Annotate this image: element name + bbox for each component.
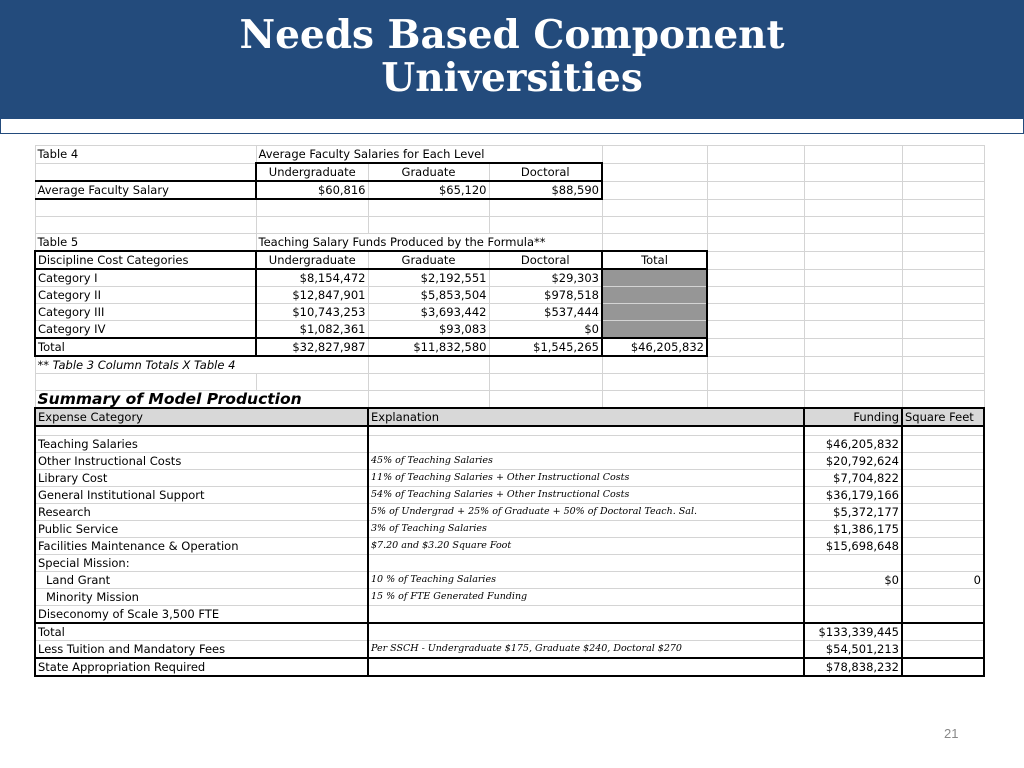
table5-header-row [35, 251, 984, 269]
summary-square-feet [902, 641, 984, 659]
table5-cell: $0 [489, 321, 602, 339]
table5-header: Graduate [368, 251, 489, 269]
summary-header: Explanation [368, 408, 804, 426]
summary-square-feet [902, 606, 984, 624]
blank-row [35, 374, 984, 391]
summary-funding: $1,386,175 [804, 521, 902, 538]
table5-total-cell [602, 304, 707, 321]
summary-category: Other Instructional Costs [35, 453, 368, 470]
summary-explanation [368, 606, 804, 624]
summary-funding: $46,205,832 [804, 436, 902, 453]
table5-row [35, 304, 984, 321]
summary-category: Special Mission: [35, 555, 368, 572]
table4-header: Doctoral [489, 163, 602, 181]
table4-header: Graduate [368, 163, 489, 181]
summary-funding: $78,838,232 [804, 658, 902, 676]
table5-cell: $8,154,472 [256, 269, 368, 287]
page-number: 21 [944, 726, 959, 741]
table5-header: Doctoral [489, 251, 602, 269]
summary-header: Funding [804, 408, 902, 426]
summary-category: Library Cost [35, 470, 368, 487]
table5-cell: $978,518 [489, 287, 602, 304]
table5-grand-total: $46,205,832 [602, 338, 707, 356]
table5-cell: $11,832,580 [368, 338, 489, 356]
summary-row [35, 658, 984, 676]
table5-category: Category I [35, 269, 256, 287]
table5-cell: $537,444 [489, 304, 602, 321]
table5-cell: $93,083 [368, 321, 489, 339]
summary-row [35, 623, 984, 641]
table4-cell: $60,816 [256, 181, 368, 199]
slide-title-line-2: Universities [381, 55, 643, 101]
summary-explanation: 10 % of Teaching Salaries [368, 572, 804, 589]
summary-square-feet: 0 [902, 572, 984, 589]
summary-row [35, 538, 984, 555]
table5-label: Table 5 [35, 234, 256, 252]
table5-row [35, 287, 984, 304]
table5-row [35, 321, 984, 339]
table5-row [35, 269, 984, 287]
summary-explanation: 54% of Teaching Salaries + Other Instructional Costs [368, 487, 804, 504]
summary-funding: $5,372,177 [804, 504, 902, 521]
summary-title-row [35, 391, 984, 409]
table5-cell: $1,082,361 [256, 321, 368, 339]
summary-funding: $7,704,822 [804, 470, 902, 487]
summary-square-feet [902, 623, 984, 641]
summary-category: Less Tuition and Mandatory Fees [35, 641, 368, 659]
summary-explanation: $7.20 and $3.20 Square Foot [368, 538, 804, 555]
summary-category: General Institutional Support [35, 487, 368, 504]
summary-explanation: 11% of Teaching Salaries + Other Instructional Costs [368, 470, 804, 487]
summary-row [35, 436, 984, 453]
spreadsheet [34, 145, 985, 677]
summary-funding [804, 589, 902, 606]
table5-cell: $5,853,504 [368, 287, 489, 304]
table5-note-row [35, 356, 984, 374]
table4-label: Table 4 [35, 146, 256, 164]
summary-category: Teaching Salaries [35, 436, 368, 453]
summary-row [35, 487, 984, 504]
summary-explanation: Per SSCH - Undergraduate $175, Graduate $240, Doctoral $270 [368, 641, 804, 659]
table4-data-row [35, 181, 984, 199]
table5-header: Total [602, 251, 707, 269]
summary-square-feet [902, 589, 984, 606]
summary-row [35, 589, 984, 606]
table5-cell: $1,545,265 [489, 338, 602, 356]
table5-title-row [35, 234, 984, 252]
summary-category: Public Service [35, 521, 368, 538]
summary-explanation: 3% of Teaching Salaries [368, 521, 804, 538]
table5-cell: $3,693,442 [368, 304, 489, 321]
blank-row [35, 199, 984, 217]
table5-category: Category II [35, 287, 256, 304]
summary-explanation: 15 % of FTE Generated Funding [368, 589, 804, 606]
summary-header: Square Feet [902, 408, 984, 426]
table5-total-label: Total [35, 338, 256, 356]
summary-funding: $54,501,213 [804, 641, 902, 659]
table5-total-cell [602, 269, 707, 287]
summary-category: Total [35, 623, 368, 641]
table5-cell: $12,847,901 [256, 287, 368, 304]
summary-row [35, 504, 984, 521]
table4-header-row [35, 163, 984, 181]
summary-square-feet [902, 658, 984, 676]
summary-explanation [368, 658, 804, 676]
table4-header: Undergraduate [256, 163, 368, 181]
table4-caption: Average Faculty Salaries for Each Level [256, 146, 602, 164]
summary-category: Diseconomy of Scale 3,500 FTE [35, 606, 368, 624]
summary-row [35, 453, 984, 470]
table5-footnote: ** Table 3 Column Totals X Table 4 [35, 356, 368, 374]
table5-header: Discipline Cost Categories [35, 251, 256, 269]
summary-header-row [35, 408, 984, 426]
summary-explanation [368, 436, 804, 453]
title-underline [0, 119, 1024, 134]
table4-cell: $88,590 [489, 181, 602, 199]
table5-category: Category IV [35, 321, 256, 339]
slide-title-line-1: Needs Based Component [239, 12, 785, 58]
summary-funding: $0 [804, 572, 902, 589]
summary-row [35, 641, 984, 659]
summary-category: State Appropriation Required [35, 658, 368, 676]
summary-square-feet [902, 538, 984, 555]
summary-square-feet [902, 555, 984, 572]
table5-cell: $10,743,253 [256, 304, 368, 321]
summary-funding: $20,792,624 [804, 453, 902, 470]
summary-row [35, 470, 984, 487]
summary-row [35, 555, 984, 572]
summary-title: Summary of Model Production [35, 391, 368, 409]
slide-title [0, 14, 1024, 100]
summary-category: Minority Mission [35, 589, 368, 606]
table5-total-row [35, 338, 984, 356]
blank-row [35, 217, 984, 234]
table5-caption: Teaching Salary Funds Produced by the Formula** [256, 234, 602, 252]
summary-explanation: 5% of Undergrad + 25% of Graduate + 50% of Doctoral Teach. Sal. [368, 504, 804, 521]
summary-funding [804, 555, 902, 572]
summary-square-feet [902, 436, 984, 453]
summary-funding: $36,179,166 [804, 487, 902, 504]
summary-square-feet [902, 470, 984, 487]
table5-category: Category III [35, 304, 256, 321]
summary-category: Research [35, 504, 368, 521]
summary-spacer-row [35, 426, 984, 436]
summary-header: Expense Category [35, 408, 368, 426]
table4-cell: $65,120 [368, 181, 489, 199]
summary-square-feet [902, 487, 984, 504]
summary-row [35, 572, 984, 589]
summary-square-feet [902, 521, 984, 538]
table5-cell: $29,303 [489, 269, 602, 287]
table5-total-cell [602, 287, 707, 304]
table5-header: Undergraduate [256, 251, 368, 269]
summary-funding [804, 606, 902, 624]
summary-row [35, 606, 984, 624]
summary-explanation [368, 623, 804, 641]
summary-explanation: 45% of Teaching Salaries [368, 453, 804, 470]
table4-title-row [35, 146, 984, 164]
summary-square-feet [902, 453, 984, 470]
summary-funding: $15,698,648 [804, 538, 902, 555]
summary-row [35, 521, 984, 538]
summary-funding: $133,339,445 [804, 623, 902, 641]
summary-explanation [368, 555, 804, 572]
table5-total-cell [602, 321, 707, 339]
summary-category: Facilities Maintenance & Operation [35, 538, 368, 555]
summary-category: Land Grant [35, 572, 368, 589]
table5-cell: $32,827,987 [256, 338, 368, 356]
table4-row-label: Average Faculty Salary [35, 181, 256, 199]
table5-cell: $2,192,551 [368, 269, 489, 287]
summary-square-feet [902, 504, 984, 521]
